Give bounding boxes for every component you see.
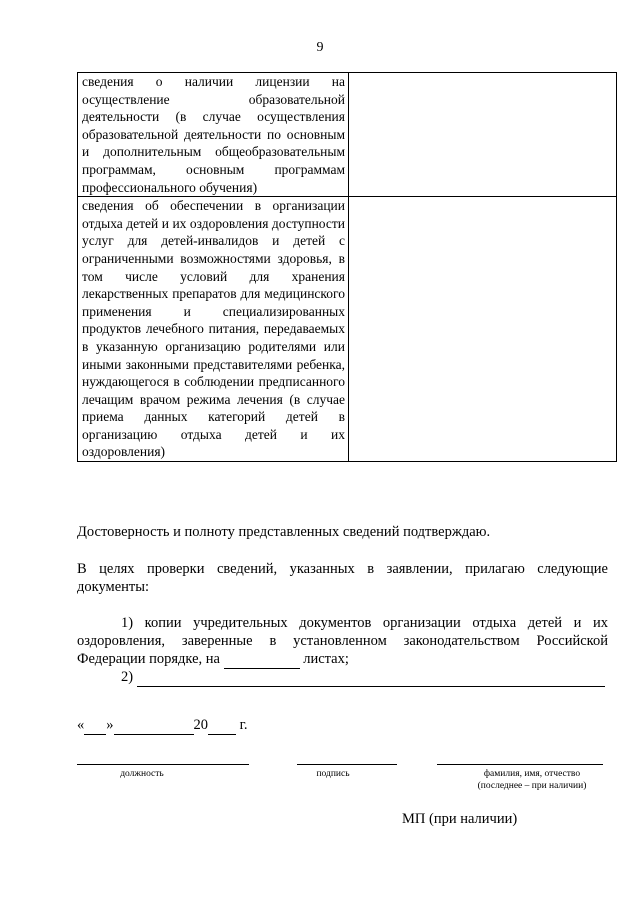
table-row-label: сведения о наличии лицензии на осуществление образовательной деятельности (в случае осуществления образовательной деятельности по основным и дополнительным общеобразовательным программам, основным программам профессионального обучения) <box>78 73 349 197</box>
stamp-placeholder: МП (при наличии) <box>402 811 518 827</box>
attachments-intro: В целях проверки сведений, указанных в заявлении, прилагаю следующие документы: <box>77 561 608 595</box>
position-caption: должность <box>120 769 164 779</box>
date-year-suffix: г. <box>239 717 248 733</box>
attachment-item-2-field[interactable] <box>137 668 605 687</box>
full-name-signature-line[interactable] <box>437 764 603 765</box>
table-row-label: сведения об обеспечении в организации отдыха детей и их оздоровления доступности услуг для детей-инвалидов и детей с ограниченными возможностями здоровья, в том числе условий для хранения лекарственных препаратов для медицинского применения и специализированных продуктов лечебного питания, передаваемых в указанную организацию родителями или иными законными представителями ребенка, нуждающегося в соблюдении предписанного лечащим врачом режима лечения (в случае приема данных категорий детей в организацию отдыха детей и их оздоровления) <box>78 197 349 462</box>
date-year-field[interactable] <box>208 716 236 735</box>
table-row <box>78 73 617 197</box>
date-open-quote: « <box>77 717 85 733</box>
page-number: 9 <box>316 40 324 55</box>
date-year-prefix: 20 <box>193 717 208 733</box>
attachment-item-1-text: 1) копии учредительных документов организации отдыха детей и их оздоровления, заверенные в установленном законодательством Российской Федерации порядке, на <box>77 615 608 667</box>
full-name-caption <box>437 768 627 792</box>
date-line <box>77 716 248 735</box>
attachment-item-1-suffix: листах; <box>303 651 349 667</box>
attachment-item-2-number: 2) <box>121 669 134 685</box>
full-name-caption-line-1: фамилия, имя, отчество <box>483 769 581 779</box>
signature-line[interactable] <box>297 764 397 765</box>
date-close-quote: » <box>106 717 114 733</box>
sheet-count-field[interactable] <box>224 650 300 669</box>
date-day-field[interactable] <box>84 716 106 735</box>
information-table <box>77 72 617 462</box>
table-row-value[interactable] <box>349 197 617 462</box>
table-row-value[interactable] <box>349 73 617 197</box>
table-row <box>78 197 617 462</box>
attachment-item-2 <box>121 668 605 687</box>
confirmation-statement: Достоверность и полноту представленных сведений подтверждаю. <box>77 524 491 540</box>
position-signature-line[interactable] <box>77 764 249 765</box>
full-name-caption-line-2: (последнее – при наличии) <box>477 781 587 791</box>
date-month-field[interactable] <box>114 716 194 735</box>
attachment-item-1 <box>77 614 608 669</box>
signature-caption: подпись <box>316 769 350 779</box>
